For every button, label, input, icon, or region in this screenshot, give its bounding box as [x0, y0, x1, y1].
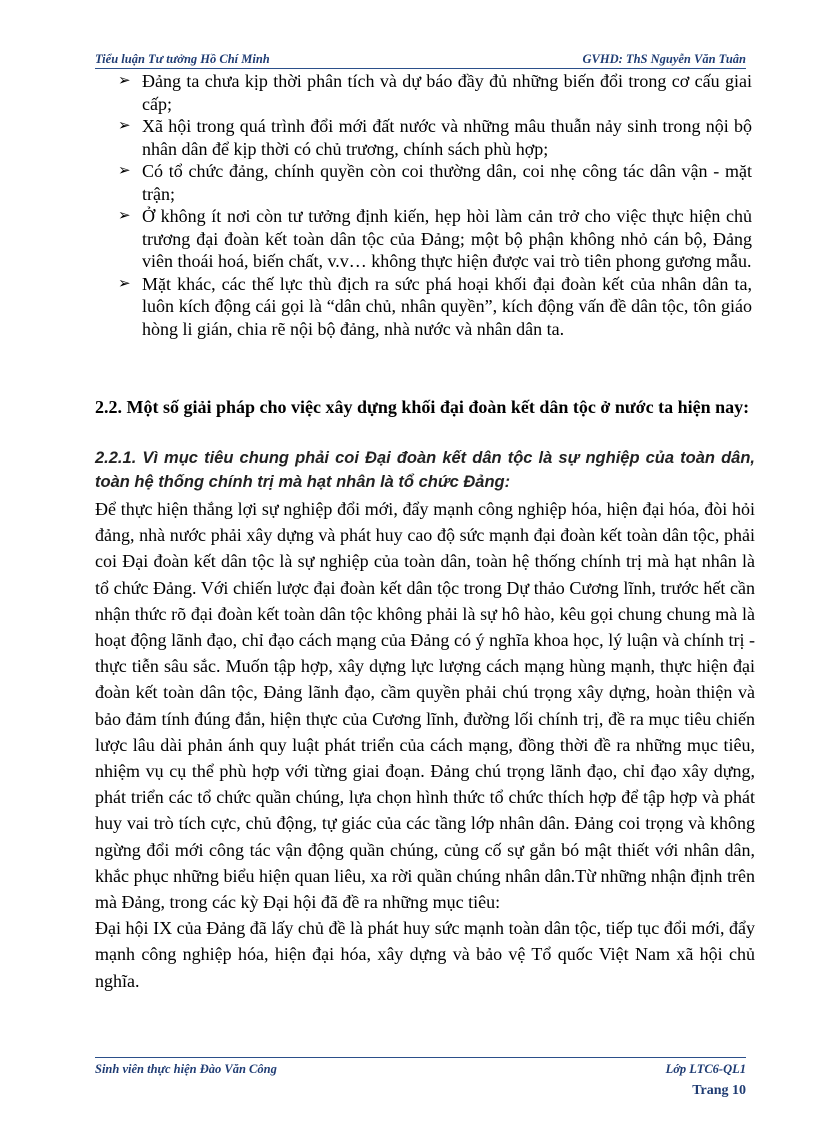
arrow-bullet-icon: ➢ [118, 118, 131, 134]
page-header [95, 52, 746, 69]
page-footer [95, 1057, 746, 1099]
arrow-bullet-icon: ➢ [118, 73, 131, 89]
bullet-item: ➢ Có tổ chức đảng, chính quyền còn coi thường dân, coi nhẹ công tác dân vận - mặt trận; [118, 161, 752, 204]
footer-author: Sinh viên thực hiện Đào Văn Công [95, 1062, 277, 1076]
section-heading: 2.2. Một số giải pháp cho việc xây dựng khối đại đoàn kết dân tộc ở nước ta hiện nay: [95, 397, 750, 417]
bullet-item: ➢ Xã hội trong quá trình đổi mới đất nước và những mâu thuẫn nảy sinh trong nội bộ nhân dân để kịp thời có chủ trương, chính sách phù hợp; [118, 116, 752, 159]
arrow-bullet-icon: ➢ [118, 275, 131, 292]
bullet-item: ➢ Đảng ta chưa kịp thời phân tích và dự báo đầy đủ những biến đổi trong cơ cấu giai cấp; [118, 71, 752, 114]
subsection-heading: 2.2.1. Vì mục tiêu chung phải coi Đại đoàn kết dân tộc là sự nghiệp của toàn dân, toàn hệ thống chính trị mà hạt nhân là tổ chức Đảng: [95, 449, 755, 491]
arrow-bullet-icon: ➢ [118, 208, 131, 224]
header-right: GVHD: ThS Nguyễn Văn Tuân [582, 52, 746, 66]
page-number: Trang 10 [692, 1083, 746, 1098]
bullet-item: ➢ Mặt khác, các thế lực thù địch ra sức phá hoại khối đại đoàn kết của nhân dân ta, luôn kích động cái gọi là “dân chủ, nhân quyền”, kích động vấn đề dân tộc, tôn giáo hòng li gián, chia rẽ nội bộ đảng, nhà nước và nhân dân ta. [118, 273, 752, 339]
header-left: Tiểu luận Tư tưởng Hồ Chí Minh [95, 52, 270, 66]
paragraph: Đại hội IX của Đảng đã lấy chủ đề là phát huy sức mạnh toàn dân tộc, tiếp tục đổi mới, đẩy mạnh công nghiệp hóa, hiện đại hóa, xây dựng và bảo vệ Tổ quốc Việt Nam xã hội chủ nghĩa. [95, 918, 755, 991]
bullet-list [118, 70, 752, 340]
paragraph: Để thực hiện thắng lợi sự nghiệp đổi mới, đẩy mạnh công nghiệp hóa, hiện đại hóa, đòi hỏi đảng, nhà nước phải xây dựng và phát huy cao độ sức mạnh đại đoàn kết toàn dân tộc, phải coi Đại đoàn kết dân tộc là sự nghiệp của toàn dân, toàn hệ thống chính trị mà hạt nhân là tổ chức Đảng. Với chiến lược đại đoàn kết dân tộc trong Dự thảo Cương lĩnh, trước hết cần nhận thức rõ đại đoàn kết toàn dân tộc không phải là sự hô hào, kêu gọi chung chung mà là hoạt động lãnh đạo, chỉ đạo cách mạng của Đảng có ý nghĩa khoa học, lý luận và chính trị - thực tiễn sâu sắc. Muốn tập hợp, xây dựng lực lượng cách mạng hùng mạnh, thực hiện đại đoàn kết toàn dân tộc, Đảng lãnh đạo, cầm quyền phải chú trọng xây dựng, hoàn thiện và bảo đảm tính đúng đắn, hiện thực của Cương lĩnh, đường lối chính trị, đề ra mục tiêu chiến lược lâu dài phản ánh quy luật phát triển của cách mạng, đồng thời đề ra những mục tiêu, nhiệm vụ cụ thể phù hợp với từng giai đoạn. Đảng chú trọng lãnh đạo, chỉ đạo xây dựng, phát triển các tổ chức quần chúng, lựa chọn hình thức tổ chức thích hợp để tập hợp và phát huy vai trò tích cực, chủ động, tự giác của các tầng lớp nhân dân. Đảng coi trọng và không ngừng đổi mới công tác vận động quần chúng, củng cố sự gắn bó mật thiết với nhân dân, khắc phục những biểu hiện quan liêu, xa rời quần chúng nhân dân.Từ những nhận định trên mà Đảng, trong các kỳ Đại hội đã đề ra những mục tiêu: [95, 499, 755, 913]
arrow-bullet-icon: ➢ [118, 163, 131, 179]
footer-class: Lớp LTC6-QL1 [665, 1062, 746, 1076]
bullet-item: ➢ Ở không ít nơi còn tư tưởng định kiến, hẹp hòi làm cản trở cho việc thực hiện chủ trương đại đoàn kết toàn dân tộc của Đảng; một bộ phận không nhỏ cán bộ, Đảng viên thoái hoá, biến chất, v.v… không thực hiện được vai trò tiên phong gương mẫu. [118, 206, 752, 271]
body-text [95, 496, 755, 994]
